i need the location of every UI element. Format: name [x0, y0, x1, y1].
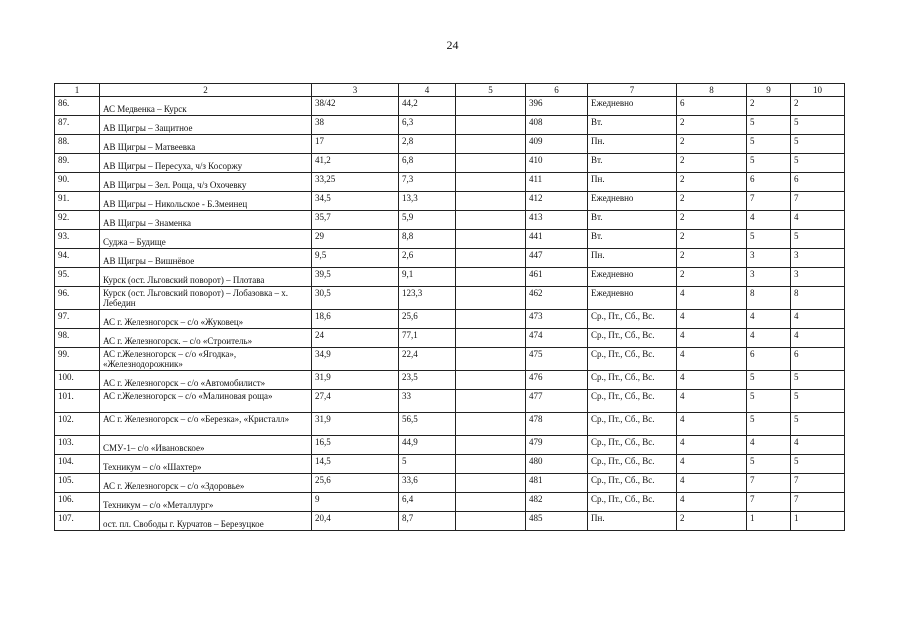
cell-c10: 5 — [791, 455, 845, 474]
cell-c8: 6 — [677, 97, 747, 116]
cell-c5 — [456, 371, 526, 390]
cell-c8: 4 — [677, 455, 747, 474]
route-name-text: АВ Щигры – Знаменка — [103, 218, 191, 228]
table-row — [55, 455, 845, 474]
route-name-text: АВ Щигры – Никольское - Б.Змеинец — [103, 199, 248, 209]
route-name-text: Техникум – с/о «Металлург» — [103, 500, 214, 510]
row-number: 95. — [55, 268, 100, 287]
route-name-text: АС г. Железногорск – с/о «Здоровье» — [103, 481, 245, 491]
schedule: Ср., Пт., Сб., Вс. — [588, 474, 677, 493]
route-name-text: Суджа – Будище — [103, 237, 166, 247]
route-name — [100, 230, 312, 249]
cell-c3: 38/42 — [312, 97, 399, 116]
cell-c5 — [456, 268, 526, 287]
table-row — [55, 249, 845, 268]
cell-c6: 480 — [526, 455, 588, 474]
schedule: Ср., Пт., Сб., Вс. — [588, 310, 677, 329]
cell-c4: 13,3 — [399, 192, 456, 211]
cell-c8: 2 — [677, 135, 747, 154]
cell-c9: 5 — [747, 390, 791, 413]
col-header: 7 — [588, 84, 677, 97]
cell-c8: 4 — [677, 371, 747, 390]
cell-c6: 476 — [526, 371, 588, 390]
route-name-text: АВ Щигры – Зел. Роща, ч/з Охочевку — [103, 180, 247, 190]
cell-c9: 4 — [747, 329, 791, 348]
cell-c9: 3 — [747, 249, 791, 268]
cell-c6: 413 — [526, 211, 588, 230]
cell-c4: 9,1 — [399, 268, 456, 287]
schedule: Ср., Пт., Сб., Вс. — [588, 455, 677, 474]
table-row — [55, 474, 845, 493]
row-number: 101. — [55, 390, 100, 413]
cell-c6: 479 — [526, 436, 588, 455]
cell-c8: 4 — [677, 329, 747, 348]
route-name — [100, 512, 312, 531]
cell-c4: 123,3 — [399, 287, 456, 310]
schedule: Пн. — [588, 173, 677, 192]
cell-c8: 4 — [677, 310, 747, 329]
cell-c8: 2 — [677, 192, 747, 211]
route-name-text: АС г. Железногорск – с/о «Жуковец» — [103, 317, 244, 327]
cell-c10: 2 — [791, 97, 845, 116]
cell-c6: 462 — [526, 287, 588, 310]
route-name — [100, 97, 312, 116]
cell-c5 — [456, 154, 526, 173]
cell-c9: 6 — [747, 348, 791, 371]
cell-c3: 27,4 — [312, 390, 399, 413]
cell-c3: 18,6 — [312, 310, 399, 329]
row-number: 102. — [55, 413, 100, 436]
route-name — [100, 390, 312, 413]
cell-c10: 5 — [791, 135, 845, 154]
cell-c3: 33,25 — [312, 173, 399, 192]
table-row — [55, 436, 845, 455]
route-name-text: Техникум – с/о «Шахтер» — [103, 462, 202, 472]
cell-c10: 5 — [791, 390, 845, 413]
route-name-text: Курск (ост. Льговский поворот) – Лобазовка – х. Лебедин — [103, 288, 289, 308]
cell-c8: 2 — [677, 230, 747, 249]
route-name — [100, 192, 312, 211]
schedule: Ежедневно — [588, 287, 677, 310]
cell-c9: 7 — [747, 474, 791, 493]
route-name-text: АС г. Железногорск. – с/о «Строитель» — [103, 336, 253, 346]
table-row — [55, 135, 845, 154]
cell-c10: 4 — [791, 329, 845, 348]
route-name-text: АС г.Железногорск – с/о «Малиновая роща» — [103, 391, 273, 401]
table-row — [55, 287, 845, 310]
row-number: 97. — [55, 310, 100, 329]
cell-c9: 7 — [747, 192, 791, 211]
route-name — [100, 173, 312, 192]
cell-c3: 14,5 — [312, 455, 399, 474]
cell-c10: 7 — [791, 493, 845, 512]
cell-c5 — [456, 455, 526, 474]
routes-table — [54, 83, 845, 531]
table-row — [55, 348, 845, 371]
col-header: 8 — [677, 84, 747, 97]
cell-c10: 3 — [791, 268, 845, 287]
route-name-text: АВ Щигры – Вишнёвое — [103, 256, 195, 266]
cell-c3: 38 — [312, 116, 399, 135]
cell-c5 — [456, 493, 526, 512]
col-header: 3 — [312, 84, 399, 97]
table-row — [55, 310, 845, 329]
cell-c10: 1 — [791, 512, 845, 531]
col-header: 1 — [55, 84, 100, 97]
cell-c4: 44,9 — [399, 436, 456, 455]
cell-c3: 39,5 — [312, 268, 399, 287]
schedule: Вт. — [588, 211, 677, 230]
cell-c9: 5 — [747, 455, 791, 474]
cell-c4: 5 — [399, 455, 456, 474]
cell-c10: 7 — [791, 474, 845, 493]
cell-c10: 5 — [791, 371, 845, 390]
col-header: 9 — [747, 84, 791, 97]
cell-c10: 6 — [791, 173, 845, 192]
col-header: 2 — [100, 84, 312, 97]
cell-c8: 2 — [677, 268, 747, 287]
row-number: 105. — [55, 474, 100, 493]
schedule: Ср., Пт., Сб., Вс. — [588, 493, 677, 512]
route-name — [100, 329, 312, 348]
schedule: Ср., Пт., Сб., Вс. — [588, 413, 677, 436]
cell-c8: 2 — [677, 512, 747, 531]
table-row — [55, 329, 845, 348]
cell-c5 — [456, 390, 526, 413]
cell-c6: 474 — [526, 329, 588, 348]
cell-c6: 410 — [526, 154, 588, 173]
cell-c10: 4 — [791, 436, 845, 455]
col-header: 6 — [526, 84, 588, 97]
cell-c4: 6,3 — [399, 116, 456, 135]
schedule: Ср., Пт., Сб., Вс. — [588, 390, 677, 413]
table-row — [55, 97, 845, 116]
cell-c3: 25,6 — [312, 474, 399, 493]
page-number: 24 — [446, 38, 459, 52]
cell-c5 — [456, 173, 526, 192]
schedule: Пн. — [588, 512, 677, 531]
route-name — [100, 371, 312, 390]
route-name-text: СМУ-1– с/о «Ивановское» — [103, 443, 205, 453]
cell-c3: 30,5 — [312, 287, 399, 310]
cell-c6: 477 — [526, 390, 588, 413]
route-name-text: АВ Щигры – Пересуха, ч/з Косоржу — [103, 161, 243, 171]
row-number: 86. — [55, 97, 100, 116]
cell-c6: 412 — [526, 192, 588, 211]
cell-c8: 4 — [677, 413, 747, 436]
cell-c8: 4 — [677, 287, 747, 310]
table-row — [55, 413, 845, 436]
cell-c4: 33 — [399, 390, 456, 413]
row-number: 92. — [55, 211, 100, 230]
table-row — [55, 211, 845, 230]
route-name — [100, 474, 312, 493]
cell-c10: 6 — [791, 348, 845, 371]
route-name-text: АВ Щигры – Защитное — [103, 123, 193, 133]
cell-c6: 447 — [526, 249, 588, 268]
schedule: Ср., Пт., Сб., Вс. — [588, 436, 677, 455]
cell-c6: 481 — [526, 474, 588, 493]
cell-c8: 2 — [677, 154, 747, 173]
route-name — [100, 348, 312, 371]
cell-c4: 56,5 — [399, 413, 456, 436]
cell-c3: 41,2 — [312, 154, 399, 173]
cell-c8: 2 — [677, 211, 747, 230]
route-name — [100, 135, 312, 154]
cell-c9: 5 — [747, 154, 791, 173]
route-name-text: Курск (ост. Льговский поворот) – Плотава — [103, 275, 265, 285]
schedule: Вт. — [588, 230, 677, 249]
schedule: Вт. — [588, 154, 677, 173]
cell-c3: 31,9 — [312, 413, 399, 436]
cell-c6: 408 — [526, 116, 588, 135]
cell-c8: 2 — [677, 173, 747, 192]
cell-c10: 5 — [791, 154, 845, 173]
table-row — [55, 116, 845, 135]
cell-c8: 2 — [677, 249, 747, 268]
cell-c9: 5 — [747, 116, 791, 135]
route-name — [100, 249, 312, 268]
cell-c9: 5 — [747, 135, 791, 154]
cell-c6: 478 — [526, 413, 588, 436]
cell-c4: 6,4 — [399, 493, 456, 512]
route-name — [100, 287, 312, 310]
cell-c10: 4 — [791, 310, 845, 329]
cell-c4: 25,6 — [399, 310, 456, 329]
cell-c8: 4 — [677, 474, 747, 493]
cell-c4: 6,8 — [399, 154, 456, 173]
route-name — [100, 436, 312, 455]
schedule: Вт. — [588, 116, 677, 135]
cell-c5 — [456, 413, 526, 436]
cell-c6: 396 — [526, 97, 588, 116]
route-name — [100, 413, 312, 436]
row-number: 99. — [55, 348, 100, 371]
cell-c6: 485 — [526, 512, 588, 531]
route-name — [100, 455, 312, 474]
schedule: Ср., Пт., Сб., Вс. — [588, 329, 677, 348]
cell-c6: 475 — [526, 348, 588, 371]
row-number: 104. — [55, 455, 100, 474]
route-name — [100, 310, 312, 329]
schedule: Ежедневно — [588, 97, 677, 116]
cell-c9: 4 — [747, 310, 791, 329]
row-number: 87. — [55, 116, 100, 135]
row-number: 106. — [55, 493, 100, 512]
cell-c4: 44,2 — [399, 97, 456, 116]
cell-c5 — [456, 348, 526, 371]
cell-c3: 31,9 — [312, 371, 399, 390]
table-row — [55, 173, 845, 192]
cell-c6: 411 — [526, 173, 588, 192]
header-row — [55, 84, 845, 97]
cell-c8: 4 — [677, 493, 747, 512]
cell-c9: 3 — [747, 268, 791, 287]
cell-c5 — [456, 192, 526, 211]
cell-c10: 5 — [791, 230, 845, 249]
route-name-text: АС г. Железногорск – с/о «Березка», «Кристалл» — [103, 414, 290, 424]
schedule: Пн. — [588, 135, 677, 154]
table-row — [55, 390, 845, 413]
cell-c6: 482 — [526, 493, 588, 512]
cell-c3: 9,5 — [312, 249, 399, 268]
cell-c9: 5 — [747, 230, 791, 249]
col-header: 5 — [456, 84, 526, 97]
row-number: 98. — [55, 329, 100, 348]
cell-c10: 5 — [791, 116, 845, 135]
cell-c4: 8,8 — [399, 230, 456, 249]
cell-c5 — [456, 249, 526, 268]
row-number: 96. — [55, 287, 100, 310]
cell-c9: 1 — [747, 512, 791, 531]
cell-c5 — [456, 135, 526, 154]
cell-c8: 4 — [677, 348, 747, 371]
cell-c3: 29 — [312, 230, 399, 249]
route-name — [100, 268, 312, 287]
cell-c3: 24 — [312, 329, 399, 348]
schedule: Ср., Пт., Сб., Вс. — [588, 371, 677, 390]
cell-c8: 4 — [677, 390, 747, 413]
cell-c5 — [456, 230, 526, 249]
cell-c3: 20,4 — [312, 512, 399, 531]
schedule: Пн. — [588, 249, 677, 268]
table-row — [55, 493, 845, 512]
cell-c9: 2 — [747, 97, 791, 116]
cell-c10: 3 — [791, 249, 845, 268]
cell-c6: 409 — [526, 135, 588, 154]
row-number: 89. — [55, 154, 100, 173]
cell-c6: 441 — [526, 230, 588, 249]
cell-c4: 5,9 — [399, 211, 456, 230]
cell-c5 — [456, 474, 526, 493]
cell-c5 — [456, 116, 526, 135]
route-name-text: АС г. Железногорск – с/о «Автомобилист» — [103, 378, 266, 388]
cell-c4: 23,5 — [399, 371, 456, 390]
table-row — [55, 192, 845, 211]
route-name — [100, 154, 312, 173]
table-row — [55, 268, 845, 287]
cell-c9: 8 — [747, 287, 791, 310]
row-number: 107. — [55, 512, 100, 531]
route-name — [100, 211, 312, 230]
table-row — [55, 230, 845, 249]
cell-c4: 7,3 — [399, 173, 456, 192]
row-number: 90. — [55, 173, 100, 192]
cell-c5 — [456, 287, 526, 310]
row-number: 91. — [55, 192, 100, 211]
cell-c3: 35,7 — [312, 211, 399, 230]
table-row — [55, 371, 845, 390]
cell-c5 — [456, 436, 526, 455]
route-name — [100, 116, 312, 135]
cell-c3: 34,9 — [312, 348, 399, 371]
route-name — [100, 493, 312, 512]
cell-c6: 473 — [526, 310, 588, 329]
cell-c10: 4 — [791, 211, 845, 230]
route-name-text: АС г.Железногорск – с/о «Ягодка», «Железнодорожник» — [103, 349, 237, 369]
cell-c9: 4 — [747, 211, 791, 230]
cell-c4: 8,7 — [399, 512, 456, 531]
cell-c9: 5 — [747, 371, 791, 390]
schedule: Ежедневно — [588, 268, 677, 287]
cell-c9: 5 — [747, 413, 791, 436]
cell-c4: 2,6 — [399, 249, 456, 268]
cell-c3: 9 — [312, 493, 399, 512]
table-row — [55, 512, 845, 531]
cell-c5 — [456, 211, 526, 230]
cell-c9: 4 — [747, 436, 791, 455]
col-header: 4 — [399, 84, 456, 97]
cell-c4: 22,4 — [399, 348, 456, 371]
cell-c9: 6 — [747, 173, 791, 192]
col-header: 10 — [791, 84, 845, 97]
cell-c10: 7 — [791, 192, 845, 211]
cell-c3: 16,5 — [312, 436, 399, 455]
cell-c6: 461 — [526, 268, 588, 287]
cell-c5 — [456, 329, 526, 348]
cell-c5 — [456, 512, 526, 531]
row-number: 88. — [55, 135, 100, 154]
cell-c8: 2 — [677, 116, 747, 135]
table-row — [55, 154, 845, 173]
cell-c4: 77,1 — [399, 329, 456, 348]
cell-c5 — [456, 97, 526, 116]
route-name-text: АС Медвенка – Курск — [103, 104, 187, 114]
cell-c3: 34,5 — [312, 192, 399, 211]
cell-c4: 33,6 — [399, 474, 456, 493]
cell-c10: 8 — [791, 287, 845, 310]
row-number: 94. — [55, 249, 100, 268]
row-number: 103. — [55, 436, 100, 455]
cell-c4: 2,8 — [399, 135, 456, 154]
cell-c8: 4 — [677, 436, 747, 455]
cell-c9: 7 — [747, 493, 791, 512]
cell-c3: 17 — [312, 135, 399, 154]
route-name-text: АВ Щигры – Матвеевка — [103, 142, 196, 152]
cell-c5 — [456, 310, 526, 329]
row-number: 100. — [55, 371, 100, 390]
schedule: Ср., Пт., Сб., Вс. — [588, 348, 677, 371]
row-number: 93. — [55, 230, 100, 249]
route-name-text: ост. пл. Свободы г. Курчатов – Березуцкое — [103, 519, 264, 529]
cell-c10: 5 — [791, 413, 845, 436]
schedule: Ежедневно — [588, 192, 677, 211]
